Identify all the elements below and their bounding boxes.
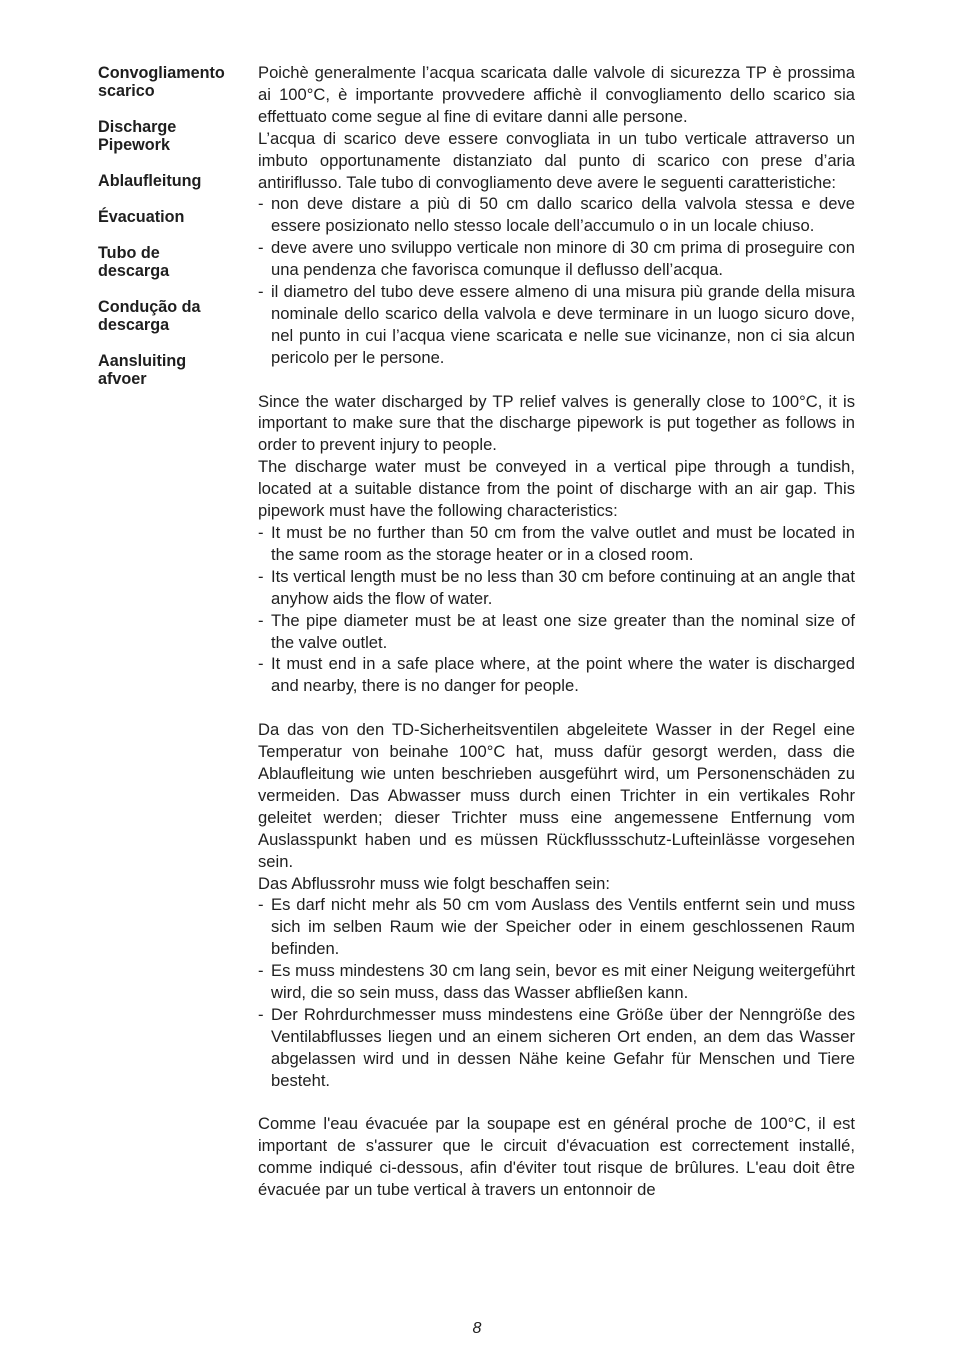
sidebar-headings	[98, 64, 256, 406]
heading-convogliamento: Convogliamento scarico	[98, 64, 225, 100]
heading-tubo: Tubo de descarga	[98, 244, 170, 280]
list-item: - non deve distare a più di 50 cm dallo scarico della valvola stessa e deve essere posizionato nello stesso locale dell’accumulo o in un locale chiuso.	[258, 194, 855, 236]
page-number: 8	[472, 1320, 482, 1337]
heading-discharge: Discharge Pipework	[98, 118, 177, 154]
main-text	[258, 62, 855, 1223]
list-item: - Es darf nicht mehr als 50 cm vom Auslass des Ventils entfernt sein und muss sich im selben Raum wie der Speicher oder in einem geschlossenen Raum befinden.	[258, 895, 855, 959]
heading-ablaufleitung: Ablaufleitung	[98, 172, 202, 190]
paragraph: Das Abflussrohr muss wie folgt beschaffen sein:	[258, 873, 611, 893]
list-item: - deve avere uno sviluppo verticale non minore di 30 cm prima di proseguire con una pendenza che favorisca comunque il deflusso dell’acqua.	[258, 238, 855, 280]
paragraph: Since the water discharged by TP relief valves is generally close to 100°C, it is important to make sure that the discharge pipework is put together as follows in order to prevent injury to people.	[258, 391, 855, 455]
paragraph: Da das von den TD-Sicherheitsventilen abgeleitete Wasser in der Regel eine Temperatur von beinahe 100°C hat, muss dafür gesorgt werden, dass die Ablaufleitung wie unten beschrieben ausgeführt wird, um Personenschäden zu vermeiden. Das Abwasser muss durch einen Trichter in ein vertikales Rohr geleitet werden; dieser Trichter muss eine angemessene Entfernung vom Auslasspunkt haben und es müssen Rückflussschutz-Lufteinlässe vorgesehen sein.	[258, 720, 855, 871]
section-english	[258, 391, 855, 698]
list-item: - Its vertical length must be no less than 30 cm before continuing at an angle that anyhow aids the flow of water.	[258, 566, 855, 608]
list-item: - It must end in a safe place where, at the point where the water is discharged and nearby, there is no danger for people.	[258, 654, 855, 696]
list-item: - It must be no further than 50 cm from the valve outlet and must be located in the same room as the storage heater or in a closed room.	[258, 523, 855, 564]
section-italian	[258, 62, 855, 369]
heading-evacuation: Évacuation	[98, 208, 185, 226]
heading-conducao: Condução da descarga	[98, 298, 201, 334]
paragraph: Comme l'eau évacuée par la soupape est en général proche de 100°C, il est important de s'assurer que le circuit d'évacuation est correctement installé, comme indiqué ci-dessous, afin d'éviter tout risque de brûlures. L'eau doit être évacuée par un tube vertical à travers un entonnoir de	[258, 1114, 855, 1200]
section-german	[258, 719, 855, 1091]
list-item: - Der Rohrdurchmesser muss mindestens eine Größe über der Nenngröße des Ventilabflusses liegen und an einem sicheren Ort enden, an dem das Wasser abgelassen wird und in dessen Nähe keine Gefahr für Menschen und Tiere besteht.	[258, 1004, 855, 1090]
list-item: - Es muss mindestens 30 cm lang sein, bevor es mit einer Neigung weitergeführt wird, die so sein muss, dass das Wasser abfließen kann.	[258, 961, 855, 1003]
heading-aansluiting: Aansluiting afvoer	[98, 352, 187, 388]
section-french	[258, 1113, 855, 1201]
paragraph: Poichè generalmente l’acqua scaricata dalle valvole di sicurezza TP è prossima ai 100°C, è importante provvedere affichè il convogliamento dello scarico sia effettuato come segue al fine di evitare danni alle persone.	[258, 63, 855, 126]
list-item: - The pipe diameter must be at least one size greater than the nominal size of the valve outlet.	[258, 610, 855, 652]
paragraph: L’acqua di scarico deve essere convogliata in un tubo verticale attraverso un imbuto opportunamente distanziato dal punto di scarico con prese d’aria antiriflusso. Tale tubo di convogliamento deve avere le seguenti caratteristiche:	[258, 128, 855, 192]
list-item: - il diametro del tubo deve essere almeno di una misura più grande della misura nominale dello scarico della valvola e deve terminare in un luogo sicuro dove, nel punto in cui l’acqua viene scaricata e nelle sue vicinanze, non ci sia alcun pericolo per le persone.	[258, 282, 855, 367]
paragraph: The discharge water must be conveyed in a vertical pipe through a tundish, located at a suitable distance from the point of discharge with an air gap. This pipework must have the following characteristics:	[258, 457, 855, 521]
